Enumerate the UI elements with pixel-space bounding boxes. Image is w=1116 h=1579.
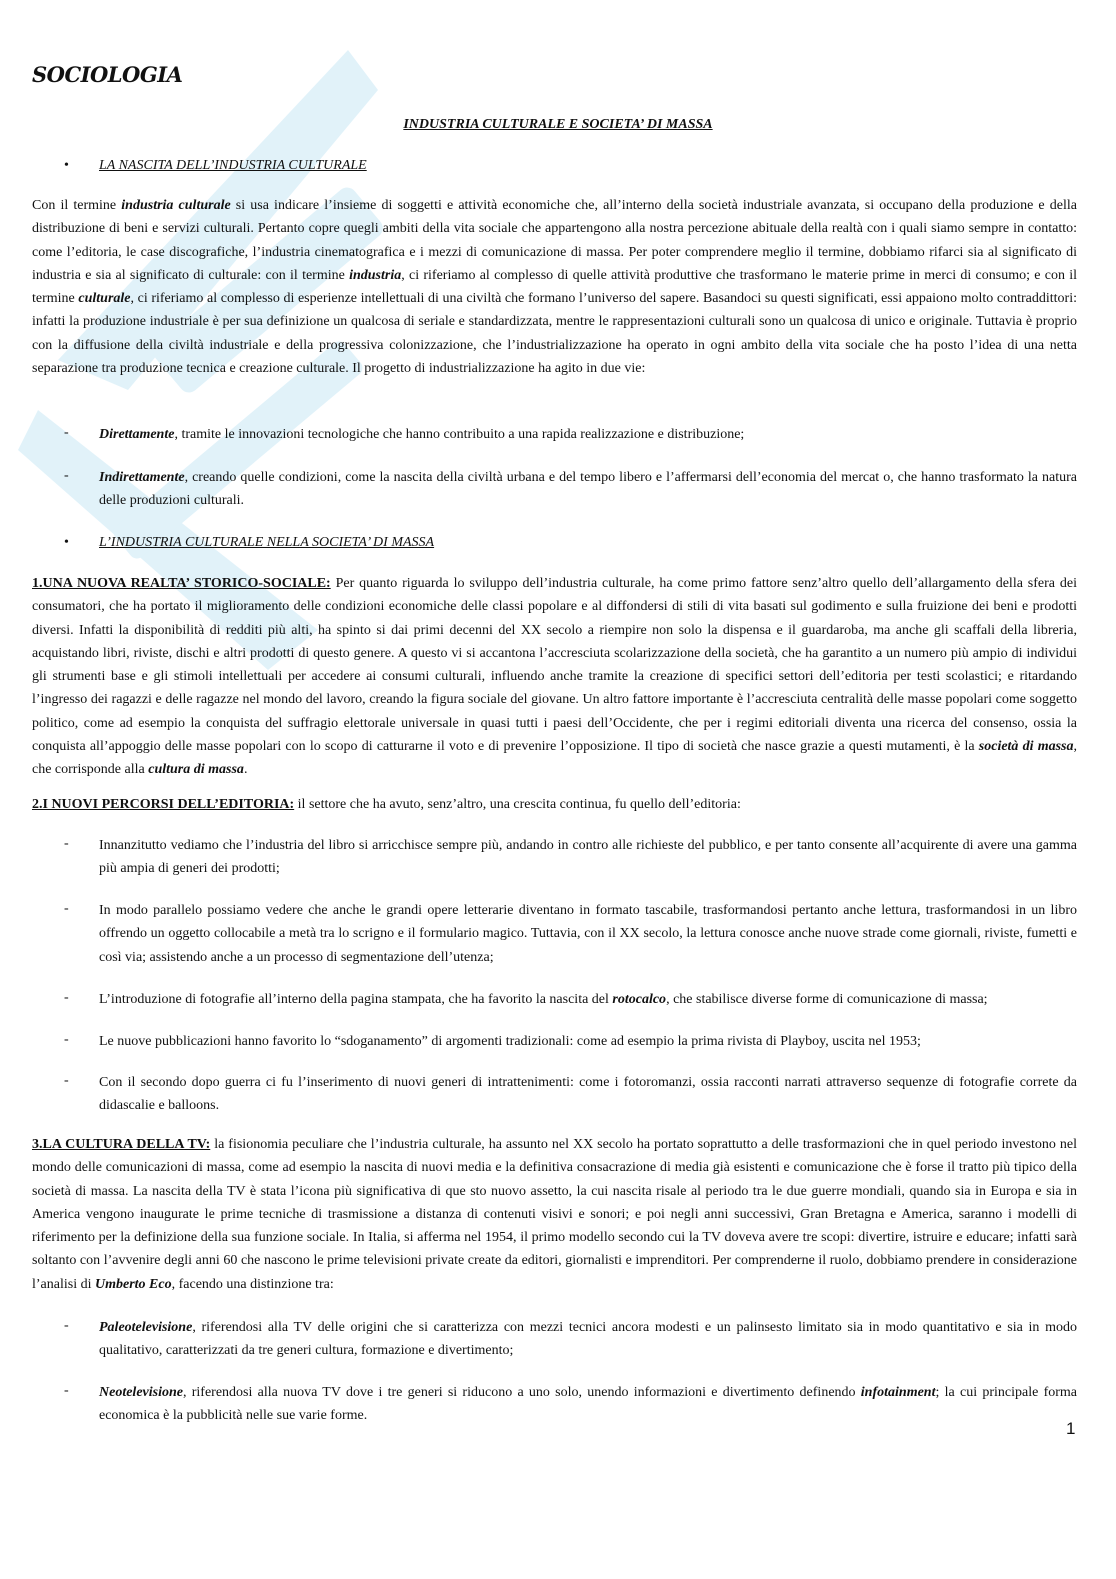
list-item: [64, 899, 1077, 969]
paragraph-realta-storico-sociale: [32, 572, 1077, 782]
text-run: , ci riferiamo al complesso di quelle attività produttive che trasformano le materie prime in merci di consumo; e con il termine: [32, 267, 1077, 307]
page-number: 1: [1066, 1419, 1076, 1438]
dash-marker: -: [64, 425, 69, 440]
emphasis-term: infotainment: [860, 1385, 936, 1400]
emphasis-term: Paleotelevisione: [99, 1320, 193, 1335]
text-run: , facendo una distinzione tra:: [171, 1276, 334, 1292]
text-run: , che corrisponde alla: [32, 739, 1077, 778]
emphasis-term: industria: [349, 267, 402, 283]
dash-marker: -: [64, 1032, 69, 1047]
text-run: In modo parallelo possiamo vedere che anche le grandi opere letterarie diventano in formato tascabile, trasformandosi pertanto anche lettura, trasformandosi in un libro offrendo un oggetto collocabile a metà tra lo scrigno e il formulario magico. Tuttavia, con il XX secolo, la lettura conosce anche nuove strade come giornali, riviste, fumetti e così via; assistendo anche a un processo di segmentazione dell’utenza;: [99, 903, 1077, 965]
text-run: ; la cui principale forma economica è la pubblicità nelle sue varie forme.: [99, 1385, 1077, 1424]
list-item: [64, 988, 1077, 1011]
text-run: Le nuove pubblicazioni hanno favorito lo “sdoganamento” di argomenti tradizionali: come ad esempio la prima rivista di Playboy, uscita nel 1953;: [99, 1034, 921, 1049]
document-title: SOCIOLOGIA: [32, 62, 183, 87]
text-run: , ci riferiamo al complesso di esperienze intellettuali di una civiltà che formano l’universo del sapere. Basandoci su questi significati, essi appaiono molto contraddittori: infatti la produzione industriale è per sua definizione un qualcosa di seriale e standardizzata, mentre le rappresentazioni culturali sono un qualcosa di unico e originale. Tuttavia è proprio con la diffusione della civiltà industriale e della progressiva colonizzazione, che l’industrializzazione ha operato in ogni ambito della vita sociale che ha posto l’idea di una netta separazione tra produzione tecnica e creazione culturale. Il progetto di industrializzazione ha agito in due vie:: [32, 291, 1077, 377]
bullet-dot: •: [64, 535, 69, 550]
paragraph-lead: 3.LA CULTURA DELLA TV:: [32, 1137, 211, 1152]
dash-marker: -: [64, 1383, 69, 1398]
list-item: [64, 423, 1077, 446]
list-item: [64, 834, 1077, 881]
text-run: L’introduzione di fotografie all’interno della pagina stampata, che ha favorito la nascita del: [99, 992, 613, 1007]
dash-marker: -: [64, 468, 69, 483]
emphasis-term: società di massa: [978, 739, 1074, 755]
dash-marker: -: [64, 901, 69, 916]
paragraph-cultura-tv: [32, 1133, 1077, 1296]
list-item: [64, 1316, 1077, 1363]
emphasis-term: Umberto Eco: [95, 1276, 172, 1292]
paragraph-lead: 2.I NUOVI PERCORSI DELL’EDITORIA:: [32, 797, 295, 812]
text-run: Per quanto riguarda lo sviluppo dell’industria culturale, ha come primo fattore senz’altro quello dell’allargamento della sfera dei consumatori, che ha portato il miglioramento delle condizioni economiche delle classi popolare e al diffondersi di stili di vita basati sul godimento e sulla fruizione dei beni e prodotti diversi. Infatti la disponibilità di redditi più alti, ha spinto si dai primi decenni del XX secolo a riempire non solo la dispensa e il guardaroba, ma anche gli scaffali della libreria, acquistando libri, riviste, dischi e altri prodotti di questo genere. A questo vi si accantona l’accresciuta scolarizzazione della società, che ha garantito a un numero più ampio di individui gli strumenti base e gli stimoli intellettuali per accedere ai consumi culturali, influendo anche tramite la creazione di specifici settori dell’editoria per testi scolastici; e ritardando l’ingresso dei ragazzi e delle ragazze nel mondo del lavoro, creando la figura sociale del giovane. Un altro fattore importante è l’accresciuta centralità delle masse popolari come soggetto politico, come ad esempio la conquista del suffragio elettorale universale in quasi tutti i paesi dell’Occidente, che per i regimi editoriali diventa una ricerca del consenso, ossia la conquista all’appoggio delle masse popolari con lo scopo di catturarne il voto e di prevenire l’opposizione. Il tipo di società che nasce grazie a questi mutamenti, è la: [32, 576, 1077, 755]
emphasis-term: cultura di massa: [148, 762, 244, 778]
text-run: Con il secondo dopo guerra ci fu l’inserimento di nuovi generi di intrattenimenti: come i fotoromanzi, ossia racconti narrati attraverso sequenze di fotografie correte da didascalie e balloons.: [99, 1075, 1077, 1114]
section-heading-text: LA NASCITA DELL’INDUSTRIA CULTURALE: [99, 158, 367, 173]
text-run: si usa indicare l’insieme di soggetti e attività economiche che, all’interno della società industriale avanzata, si occupano della produzione e della distribuzione di beni e servizi culturali. Pertanto copre quegli ambiti della vita sociale che appartengono alla nostra percezione abituale della realtà con i quali siamo sempre in contatto: come l’editoria, le case discografiche, l’industria cinematografica e i mezzi di comunicazione di massa. Per poter comprendere meglio il termine, dobbiamo rifarci sia al significato di industria e sia al significato di culturale: con il termine: [32, 198, 1077, 283]
dash-marker: -: [64, 1318, 69, 1333]
text-run: , riferendosi alla TV delle origini che si caratterizza con mezzi tecnici ancora modesti e un palinsesto limitato sia in modo quantitativo e sia in modo qualitativo, caratterizzati da tre generi cultura, formazione e divertimento;: [99, 1320, 1077, 1359]
text-run: Innanzitutto vediamo che l’industria del libro si arricchisce sempre più, andando in contro alle richieste del pubblico, e per tanto consente all’acquirente di avere una gamma più ampia di generi dei prodotti;: [99, 838, 1077, 877]
emphasis-term: culturale: [78, 291, 131, 307]
dash-marker: -: [64, 1073, 69, 1088]
list-item: [64, 1030, 1077, 1053]
paragraph-editoria: [32, 793, 1077, 816]
text-run: la fisionomia peculiare che l’industria culturale, ha assunto nel XX secolo ha portato soprattutto a delle trasformazioni che in quel periodo investono nel mondo delle comunicazioni di massa, come ad esempio la nascita di nuovi media e la definitiva consacrazione di media già esistenti e comunicazione che è forse il tratto più tipico della società di massa. La nascita della TV è stata l’icona più significativa di que sto nuovo assetto, la cui nascita risale al periodo tra le due guerre mondiali, quando sia in Europa e sia in America vengono inaugurate le prime tecniche di trasmissione a distanza di contenuti visivi e sonori; e poi negli anni successivi, Gran Bretagna e America, saranno i modelli di riferimento per la definizione della sua funzione sociale. In Italia, si afferma nel 1954, il primo modello secondo cui la TV doveva avere tre scopi: divertire, istruire e educare; infatti sarà soltanto con l’avvenire degli anni 60 che nascono le prime televisioni private create da editori, giornalisti e imprenditori. Per comprenderne il ruolo, dobbiamo prendere in considerazione l’analisi di: [32, 1137, 1077, 1292]
text-run: .: [243, 762, 248, 778]
section-heading-nascita: [64, 158, 367, 174]
list-item: [64, 1381, 1077, 1428]
text-run: , che stabilisce diverse forme di comunicazione di massa;: [666, 992, 988, 1007]
list-item: [64, 466, 1077, 513]
emphasis-term: Neotelevisione: [99, 1385, 183, 1400]
text-run: , creando quelle condizioni, come la nascita della civiltà urbana e del tempo libero e l’affermarsi dell’economia del mercat o, che hanno trasformato la natura delle produzioni culturali.: [99, 470, 1077, 509]
dash-marker: -: [64, 990, 69, 1005]
bullet-dot: •: [64, 158, 69, 173]
emphasis-term: Indirettamente: [99, 470, 185, 485]
paragraph-lead: 1.UNA NUOVA REALTA’ STORICO-SOCIALE:: [32, 576, 331, 591]
text-run: , riferendosi alla nuova TV dove i tre generi si riducono a uno solo, unendo informazioni e divertimento definendo: [182, 1385, 861, 1400]
text-run: Con il termine: [32, 198, 122, 213]
emphasis-term: Direttamente: [99, 427, 175, 442]
list-item: [64, 1071, 1077, 1118]
emphasis-term: rotocalco: [612, 992, 667, 1007]
main-heading: INDUSTRIA CULTURALE E SOCIETA’ DI MASSA: [403, 117, 713, 132]
section-heading-societa-massa: [64, 535, 434, 551]
text-run: il settore che ha avuto, senz’altro, una crescita continua, fu quello dell’editoria:: [294, 797, 741, 812]
section-heading-text: L’INDUSTRIA CULTURALE NELLA SOCIETA’ DI MASSA: [99, 535, 435, 550]
paragraph-definizione: [32, 194, 1077, 380]
emphasis-term: industria culturale: [121, 198, 231, 213]
dash-marker: -: [64, 836, 69, 851]
text-run: , tramite le innovazioni tecnologiche che hanno contribuito a una rapida realizzazione e distribuzione;: [174, 427, 745, 442]
